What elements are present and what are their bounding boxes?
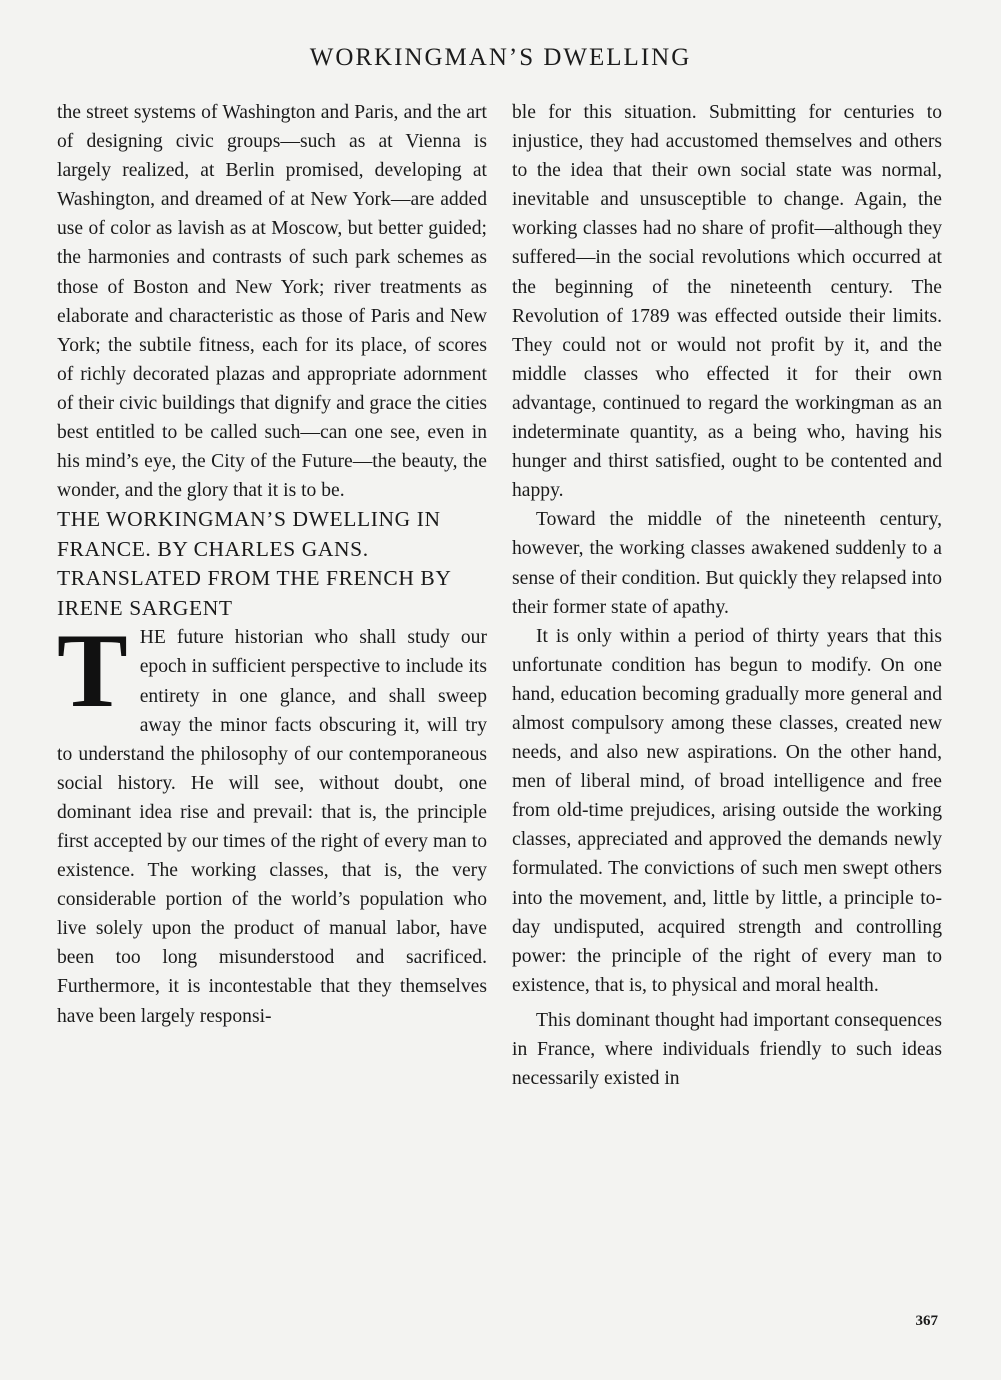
article-title: THE WORKINGMAN’S DWELLING IN FRANCE. BY CHARLES GANS. TRANSLATED FROM THE FRENCH BY IRENE SARGENT (57, 507, 451, 620)
paragraph-4: This dominant thought had important consequences in France, where individuals friendly to such ideas necessarily existed in (512, 1009, 942, 1090)
left-column (57, 98, 487, 1031)
paragraph-1: ble for this situation. Submitting for centuries to injustice, they had accustomed themselves and others to the idea that their own social state was normal, inevitable and unsusceptible to change. Again, the working classes had no share of profit—although they suffered—in the social revolutions which occurred at the beginning of the nineteenth century. The Revolution of 1789 was effected outside their limits. They could not or would not profit by it, and the middle classes who effected it for their own advantage, continued to regard the workingman as an indeterminate quantity, as a being who, having his hunger and thirst satisfied, ought to be contented and happy. (512, 102, 942, 502)
page-number: 367 (915, 1313, 938, 1329)
opening-paragraph (57, 612, 487, 1030)
drop-cap-initial: T (57, 612, 128, 730)
paragraph-3: It is only within a period of thirty years that this unfortunate condition has begun to modify. On one hand, education becoming gradually more general and almost compulsory among these classes, created new needs, and also new aspirations. On the other hand, men of liberal mind, of broad intelligence and free from old-time prejudices, arising outside the working classes, appreciated and approved the demands newly formulated. The convictions of such men swept others into the movement, and, little by little, a principle to-day undisputed, acquired strength and controlling power: the principle of the right of every man to existence, that is, to physical and moral health. (512, 625, 942, 996)
opening-paragraph-text: HE future historian who shall study our epoch in sufficient perspective to include its entirety in one glance, and shall sweep away the minor facts obscuring it, will try to understand the philosophy of our contemporaneous social history. He will see, without doubt, one dominant idea rise and prevail: that is, the principle first accepted by our times of the right of every man to existence. The working classes, that is, the very considerable portion of the world’s population who live solely upon the product of manual labor, have been too long misunderstood and sacrificed. Furthermore, it is incontestable that they themselves have been largely responsi- (57, 627, 487, 1027)
continued-paragraph: the street systems of Washington and Paris, and the art of designing civic groups—such as at Vienna is largely realized, at Berlin promised, developing at Washington, and dreamed of at New York—are added use of color as lavish as at Moscow, but better guided; the harmonies and contrasts of such park schemes as those of Boston and New York; river treatments as elaborate and characteristic as those of Paris and New York; the subtile fitness, each for its place, of scores of richly decorated plazas and appropriate adornment of their civic buildings that dignify and grace the cities best entitled to be called such—can one see, even in his mind’s eye, the City of the Future—the beauty, the wonder, and the glory that it is to be. (57, 102, 487, 502)
paragraph-2: Toward the middle of the nineteenth century, however, the working classes awakened suddenly to a sense of their condition. But quickly they relapsed into their former state of apathy. (512, 509, 942, 618)
running-head: WORKINGMAN’S DWELLING (309, 44, 692, 71)
right-column (512, 98, 942, 1093)
